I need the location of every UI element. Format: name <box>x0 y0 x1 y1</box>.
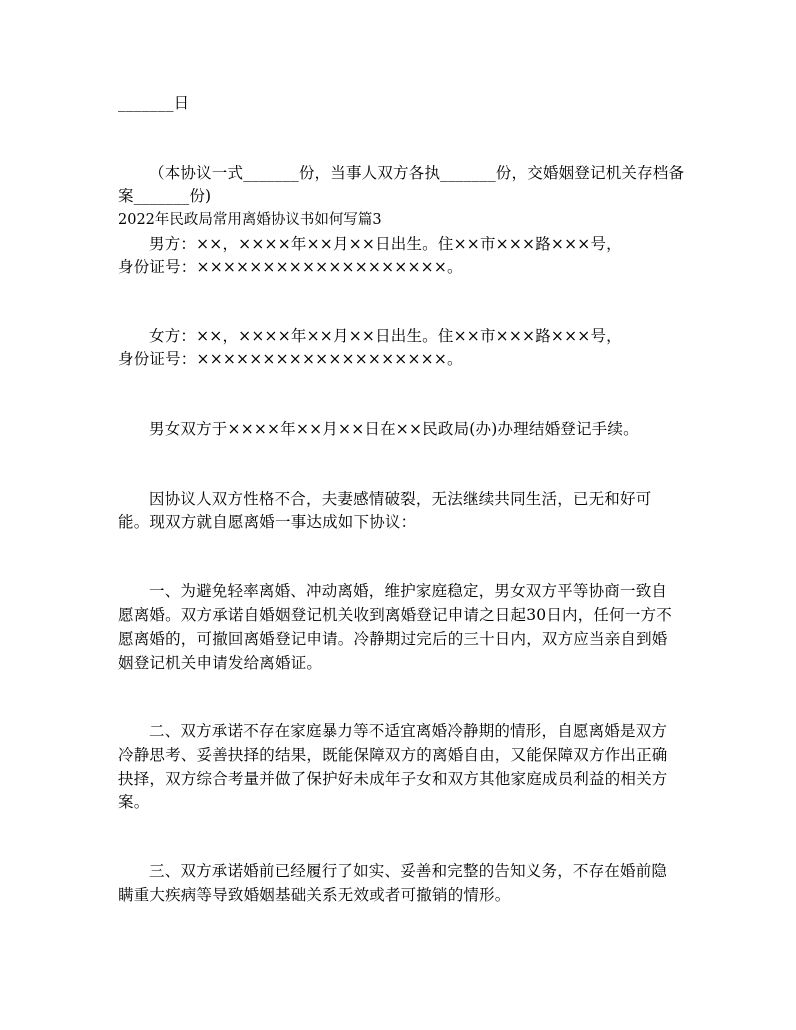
clause-2-line-3: 抉择，双方综合考量并做了保护好未成年子女和双方其他家庭成员利益的相关方 <box>118 770 668 788</box>
clause-2-line-2: 冷静思考、妥善抉择的结果，既能保障双方的离婚自由，又能保障双方作出正确 <box>118 746 668 764</box>
male-party-line-1: 男方：××，××××年××月××日出生。住××市×××路×××号， <box>149 235 622 253</box>
reason-line-1: 因协议人双方性格不合，夫妻感情破裂，无法继续共同生活，已无和好可 <box>149 490 652 508</box>
copies-note-line-2: 案_______份) <box>118 187 212 205</box>
marriage-registration-paragraph: 男女双方于××××年××月××日在××民政局(办)办理结婚登记手续。 <box>149 420 639 438</box>
clause-2-line-1: 二、双方承诺不存在家庭暴力等不适宜离婚冷静期的情形，自愿离婚是双方 <box>149 722 668 740</box>
clause-3-line-1: 三、双方承诺婚前已经履行了如实、妥善和完整的告知义务，不存在婚前隐 <box>149 862 668 880</box>
clause-1-line-1: 一、为避免轻率离婚、冲动离婚，维护家庭稳定，男女双方平等协商一致自 <box>149 582 668 600</box>
date-fragment: _______日 <box>118 94 190 112</box>
clause-1-line-2: 愿离婚。双方承诺自婚姻登记机关收到离婚登记申请之日起30日内，任何一方不 <box>118 606 672 624</box>
section-title: 2022年民政局常用离婚协议书如何写篇3 <box>118 212 382 228</box>
copies-note-line-1: （本协议一式_______份，当事人双方各执_______份，交婚姻登记机关存档备 <box>149 164 685 182</box>
clause-1-line-4: 姻登记机关申请发给离婚证。 <box>118 654 323 672</box>
male-party-line-2: 身份证号：×××××××××××××××××××。 <box>118 258 463 276</box>
clause-1-line-3: 愿离婚的，可撤回离婚登记申请。冷静期过完后的三十日内，双方应当亲自到婚 <box>118 630 668 648</box>
clause-3-line-2: 瞒重大疾病等导致婚姻基础关系无效或者可撤销的情形。 <box>118 886 511 904</box>
clause-2-line-4: 案。 <box>118 793 150 811</box>
female-party-line-2: 身份证号：×××××××××××××××××××。 <box>118 350 463 368</box>
reason-line-2: 能。现双方就自愿离婚一事达成如下协议： <box>118 513 417 531</box>
female-party-line-1: 女方：××，××××年××月××日出生。住××市×××路×××号， <box>149 327 622 345</box>
